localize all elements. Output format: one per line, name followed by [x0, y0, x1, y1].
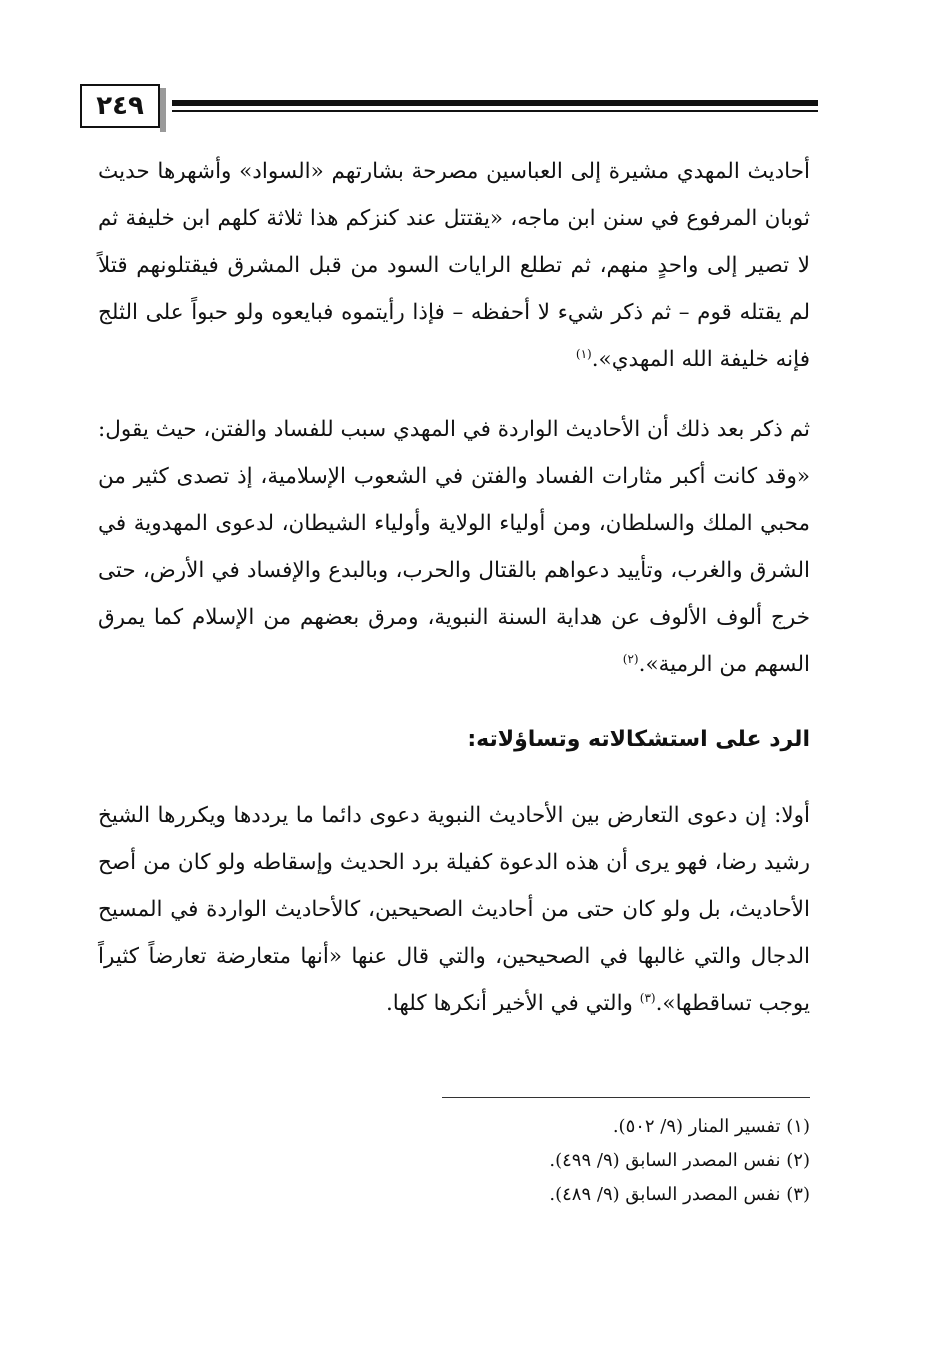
header-rule-thick: [172, 100, 818, 106]
footnote-divider: [442, 1097, 810, 1098]
paragraph-1-text: أحاديث المهدي مشيرة إلى العباسين مصرحة بشارتهم «السواد» وأشهرها حديث ثوبان المرفوع في سنن ابن ماجه، «يقتتل عند كنزكم هذا ثلاثة كلهم ابن خليفة ثم لا تصير إلى واحدٍ منهم، ثم تطلع الرايات السود من قبل المشرق فيقتلونهم قتلاً لم يقتله قوم – ثم ذكر شيء لا أحفظه – فإذا رأيتموه فبايعوه ولو حبواً على الثلج فإنه خليفة الله المهدي».: [98, 159, 810, 372]
paragraph-2-text: ثم ذكر بعد ذلك أن الأحاديث الواردة في المهدي سبب للفساد والفتن، حيث يقول: «وقد كانت أكبر مثارات الفساد والفتن في الشعوب الإسلامية، إذ تصدى كثير من محبي الملك والسلطان، ومن أولياء الولاية وأولياء الشيطان، لدعوى المهدوية في الشرق والغرب، وتأييد دعواهم بالقتال والحرب، وبالبدع والإفساد في الأرض، حتى خرج ألوف الألوف عن هداية السنة النبوية، ومرق بعضهم من الإسلام كما يمرق السهم من الرمية».: [98, 417, 810, 677]
footnote-3: (٣) نفس المصدر السابق (٩/ ٤٨٩).: [549, 1184, 810, 1205]
paragraph-3: [98, 792, 810, 1027]
paragraph-1: [98, 148, 810, 383]
footnote-ref-2: (٢): [622, 651, 639, 666]
footnotes: [549, 1110, 810, 1212]
footnote-1: (١) تفسير المنار (٩/ ٥٠٢).: [612, 1116, 810, 1137]
paragraph-3-text-end: والتي في الأخير أنكرها كلها.: [385, 991, 640, 1016]
footnote-2: (٢) نفس المصدر السابق (٩/ ٤٩٩).: [549, 1150, 810, 1171]
paragraph-2: [98, 406, 810, 688]
footnote-ref-1: (١): [575, 346, 592, 361]
paragraph-3-text: أولا: إن دعوى التعارض بين الأحاديث النبوية دعوى دائما ما يرددها ويكررها الشيخ رشيد رضا، فهو يرى أن هذه الدعوة كفيلة برد الحديث وإسقاطه ولو كان من أصح الأحاديث، بل ولو كان حتى من أحاديث الصحيحين، كالأحاديث الواردة في المسيح الدجال والتي غالبها في الصحيحين، والتي قال عنها «أنها متعارضة تعارضاً كثيراً يوجب تساقطها».: [98, 803, 810, 1016]
header-rule-thin: [172, 110, 818, 112]
page-number: ٢٤٩: [80, 84, 160, 128]
page-number-shadow: [160, 88, 166, 132]
page-header: [80, 84, 818, 132]
section-heading: الرد على استشكالاته وتساؤلاته:: [467, 727, 810, 752]
footnote-ref-3: (٣): [639, 990, 656, 1005]
